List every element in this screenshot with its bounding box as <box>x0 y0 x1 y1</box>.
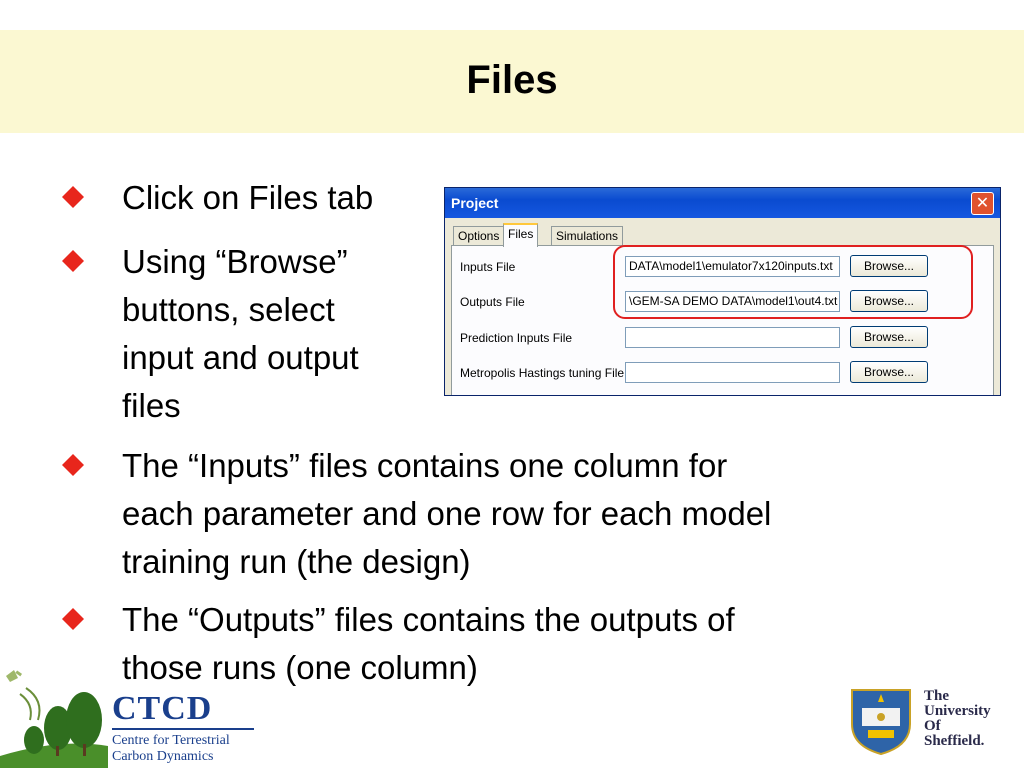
dialog-title: Project <box>451 195 499 211</box>
sheffield-crest-icon <box>848 684 914 756</box>
sheffield-line: University <box>924 703 991 719</box>
ctcd-divider <box>112 728 254 730</box>
bullet-text: Using “Browse” <box>122 243 348 280</box>
red-highlight-circle <box>613 245 973 319</box>
metropolis-file-label: Metropolis Hastings tuning File <box>460 366 625 380</box>
bullet-text: Click on Files tab <box>122 179 374 216</box>
bullet-text: training run (the design) <box>122 543 471 580</box>
tab-options[interactable]: Options <box>453 226 504 245</box>
diamond-bullet-icon <box>62 608 84 630</box>
sheffield-line: Of <box>924 718 941 734</box>
metropolis-browse-button[interactable]: Browse... <box>850 361 928 383</box>
outputs-browse-button[interactable]: Browse... <box>850 290 928 312</box>
bullet-text: The “Outputs” files contains the outputs of <box>122 601 735 638</box>
tab-simulations[interactable]: Simulations <box>551 226 623 245</box>
diamond-bullet-icon <box>62 250 84 272</box>
outputs-file-field[interactable]: \GEM-SA DEMO DATA\model1\out4.txt <box>625 291 840 312</box>
bullet-text: buttons, select <box>122 291 335 328</box>
diamond-bullet-icon <box>62 186 84 208</box>
close-icon[interactable]: ✕ <box>971 192 994 215</box>
prediction-inputs-file-field[interactable] <box>625 327 840 348</box>
bullet-text: input and output <box>122 339 359 376</box>
ctcd-logo-line2: Carbon Dynamics <box>112 749 214 764</box>
bullet-text: each parameter and one row for each model <box>122 495 772 532</box>
dialog-titlebar <box>445 188 1000 218</box>
prediction-browse-button[interactable]: Browse... <box>850 326 928 348</box>
sheffield-line: Sheffield. <box>924 733 985 749</box>
diamond-bullet-icon <box>62 454 84 476</box>
prediction-inputs-file-label: Prediction Inputs File <box>460 331 573 345</box>
metropolis-file-field[interactable] <box>625 362 840 383</box>
ctcd-logo-line1: Centre for Terrestrial <box>112 733 230 748</box>
slide-title: Files <box>466 58 558 102</box>
sheffield-logo-text <box>924 689 991 749</box>
bullet-text: files <box>122 387 181 424</box>
inputs-file-label: Inputs File <box>460 260 516 274</box>
sheffield-line: The <box>924 688 950 704</box>
ctcd-logo-name: CTCD <box>112 690 213 727</box>
bullet-text: The “Inputs” files contains one column for <box>122 447 728 484</box>
inputs-file-field[interactable]: DATA\model1\emulator7x120inputs.txt <box>625 256 840 277</box>
outputs-file-label: Outputs File <box>460 295 525 309</box>
inputs-browse-button[interactable]: Browse... <box>850 255 928 277</box>
tab-files[interactable]: Files <box>503 223 538 247</box>
bullet-text: those runs (one column) <box>122 649 478 686</box>
